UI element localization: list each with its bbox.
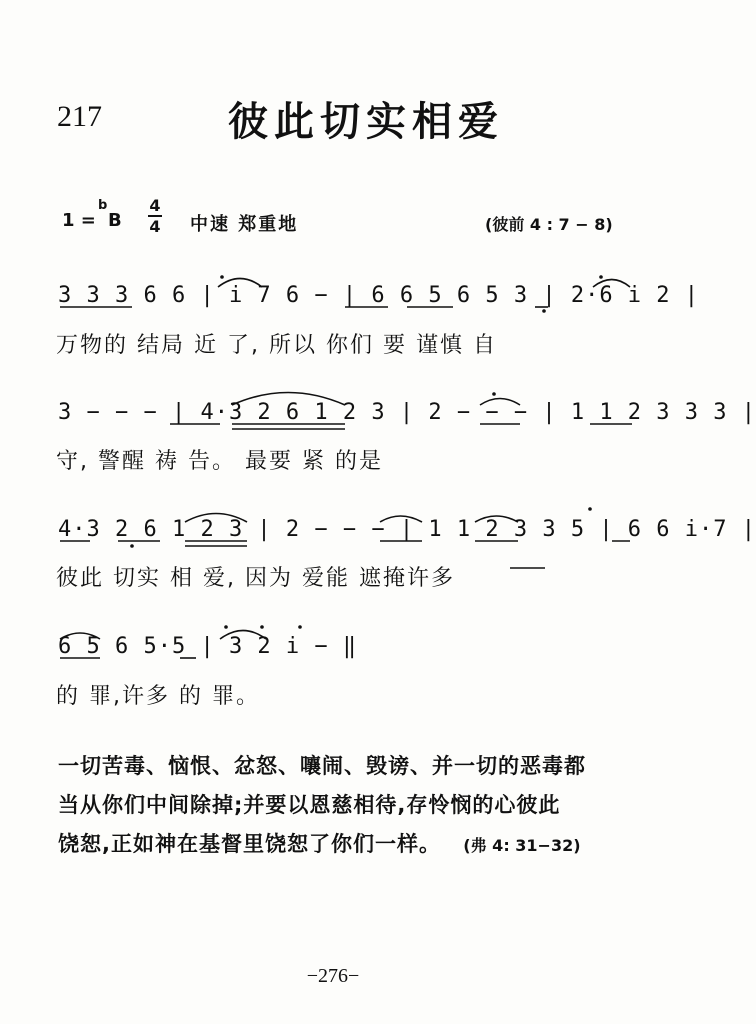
- verse-line-3-wrap: [58, 828, 581, 858]
- time-signature-bottom: 4: [149, 217, 161, 236]
- verse-reference: (弗 4: 31−32): [463, 836, 581, 855]
- verse-line-2: 当从你们中间除掉;并要以恩慈相待,存怜悯的心彼此: [58, 793, 561, 817]
- time-signature: [146, 197, 164, 235]
- time-signature-top: 4: [149, 196, 161, 215]
- score-line-2-notes: 3 − − − | 4·3 2 6 1 2 3 | 2 − − − | 1 1 2 3 3 3 |: [58, 400, 756, 425]
- score-line-1-notes: 3 3 3 6 6 | i 7 6 − | 6 6 5 6 5 3 | 2·6 i 2 |: [58, 283, 700, 308]
- page-number: −276−: [306, 965, 360, 987]
- verse-line-1: 一切苦毒、恼恨、忿怒、嚷闹、毁谤、并一切的恶毒都: [58, 754, 586, 778]
- key-flat-sign: b: [98, 198, 108, 213]
- hymn-number: 217: [57, 100, 102, 133]
- score-line-2-lyrics: 守, 警醒 祷 告。 最要 紧 的是: [56, 449, 383, 474]
- tempo-marking: 中速 郑重地: [190, 214, 299, 235]
- score-line-3-lyrics: 彼此 切实 相 爱, 因为 爱能 遮掩许多: [56, 566, 455, 591]
- score-line-4-lyrics: 的 罪,许多 的 罪。: [56, 684, 260, 709]
- key-signature: 1 =: [62, 210, 96, 231]
- time-signature-bar: [148, 215, 162, 217]
- score-line-4-notes: 6 5 6 5·5 | 3 2 i − ‖: [58, 634, 358, 659]
- score-line-3-notes: 4·3 2 6 1 2 3 | 2 − − − | 1 1 2 3 3 5 | 6 6 i·7 |: [58, 517, 756, 542]
- key-letter: B: [108, 210, 122, 231]
- hymn-title: 彼此切实相爱: [228, 98, 504, 145]
- scripture-reference: (彼前 4 : 7 − 8): [485, 215, 613, 234]
- score-line-1-lyrics: 万物的 结局 近 了, 所以 你们 要 谨慎 自: [56, 333, 497, 358]
- verse-line-3: 饶恕,正如神在基督里饶恕了你们一样。: [58, 832, 441, 856]
